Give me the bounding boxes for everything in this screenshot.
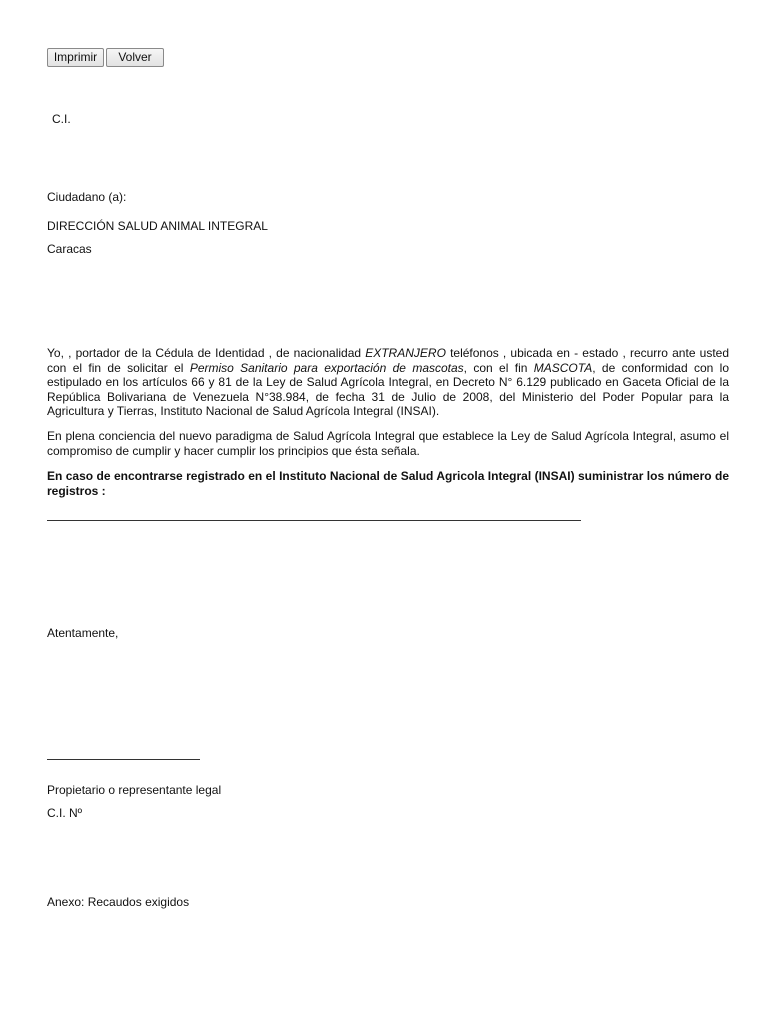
signer-role: Propietario o representante legal (47, 783, 222, 797)
department-name: DIRECCIÓN SALUD ANIMAL INTEGRAL (47, 219, 268, 233)
nationality-value: EXTRANJERO (365, 346, 446, 360)
annex-note: Anexo: Recaudos exigidos (47, 895, 190, 909)
registration-number-line (47, 520, 581, 521)
back-button[interactable]: Volver (106, 48, 164, 67)
request-text-4: , de conformidad con lo estipulado en los artículos 66 y 81 de la Ley de Salud Agrícola Integral, en Decreto N° 6.129 publicado en Gaceta Oficial de la República Bolivariana de Venezuela N°38.984, de fecha 31 de Julio de 2008, del Ministerio del Poder Popular para la Agricultura y Tierras, Instituto Nacional de Salud Agrícola Integral (INSAI). (47, 360, 730, 418)
request-text-1: Yo, , portador de la Cédula de Identidad , de nacionalidad (47, 346, 366, 360)
signature-line (47, 759, 200, 760)
request-paragraph (47, 346, 729, 419)
permit-type: Permiso Sanitario para exportación de mascotas (189, 360, 464, 375)
city-name: Caracas (47, 242, 92, 256)
registration-instruction: En caso de encontrarse registrado en el Instituto Nacional de Salud Agricola Integral (INSAI) suministrar los número de registros : (47, 469, 729, 498)
signer-ci: C.I. Nº (47, 806, 83, 820)
commitment-paragraph: En plena conciencia del nuevo paradigma de Salud Agrícola Integral que establece la Ley de Salud Agrícola Integral, asumo el compromiso de cumplir y hacer cumplir los principios que ésta señala. (47, 429, 729, 458)
toolbar (47, 48, 164, 67)
purpose-value: MASCOTA (533, 360, 593, 375)
salutation: Atentamente, (47, 626, 119, 640)
request-text-3: , con el fin (463, 360, 534, 375)
request-text-2: teléfonos , ubicada en - estado , recurro ante usted con el fin de solicitar el (47, 346, 730, 375)
ci-label: C.I. (52, 112, 71, 126)
citizen-label: Ciudadano (a): (47, 190, 127, 204)
print-button[interactable]: Imprimir (47, 48, 104, 67)
